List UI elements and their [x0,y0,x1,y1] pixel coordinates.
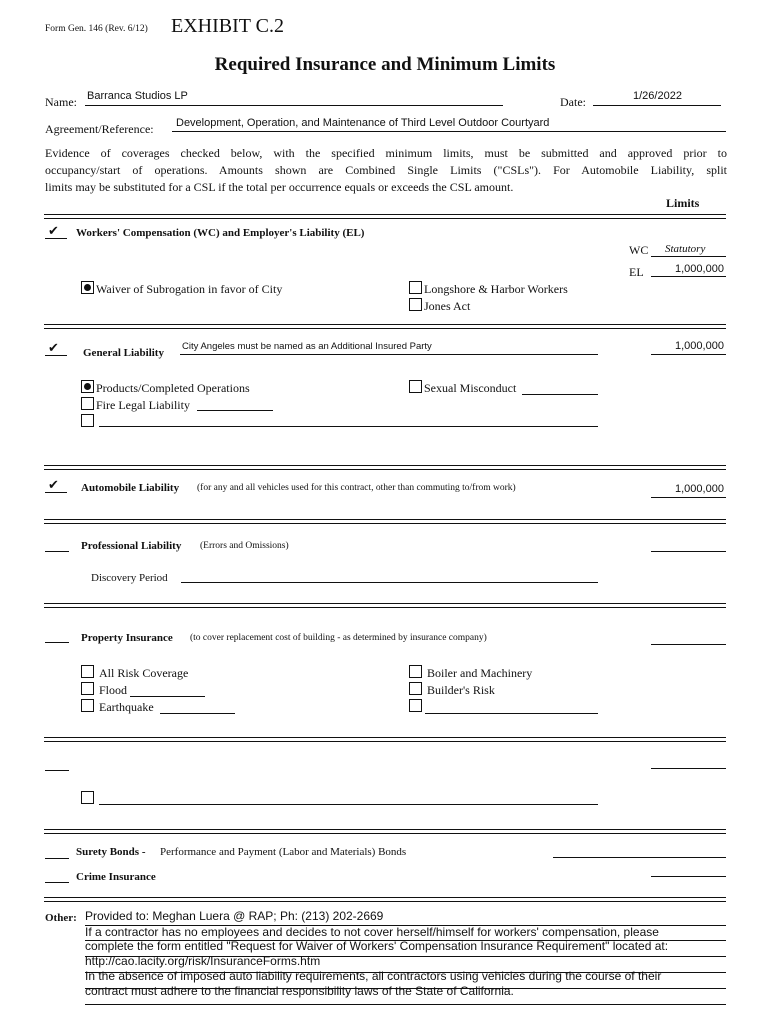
gl-limit[interactable]: 1,000,000 [675,340,724,352]
crime-title: Crime Insurance [76,871,156,883]
waiver-checkbox[interactable] [81,281,94,294]
gl-limit-line [651,354,726,355]
name-label: Name: [45,95,77,109]
discovery-line[interactable] [181,582,598,583]
fire-legal-label: Fire Legal Liability [96,398,190,412]
property-other-line[interactable] [425,713,598,714]
other-line: Provided to: Meghan Luera @ RAP; Ph: (213) 202-2669 [85,909,384,923]
property-desc: (to cover replacement cost of building - as determined by insurance company) [190,633,487,643]
gl-title: General Liability [83,347,164,359]
date-line [593,105,721,106]
other-line: contract must adhere to the financial responsibility laws of the State of California. [85,984,514,998]
wc-label: WC [629,243,649,257]
other-line: complete the form entitled "Request for Waiver of Workers' Compensation Insurance Requirement" located at: [85,939,669,953]
el-line [651,276,726,277]
wc-title: Workers' Compensation (WC) and Employer's Liability (EL) [76,227,365,239]
form-id: Form Gen. 146 (Rev. 6/12) [45,24,148,34]
jones-act-checkbox[interactable] [409,298,422,311]
limits-header: Limits [666,196,700,210]
fire-legal-checkbox[interactable] [81,397,94,410]
gl-note[interactable]: City Angeles must be named as an Additional Insured Party [182,341,432,352]
property-check-line[interactable] [45,642,69,643]
other-label: Other: [45,912,77,924]
section-divider [44,737,726,742]
auto-title: Automobile Liability [81,482,180,494]
earthquake-label: Earthquake [99,700,154,714]
blank-line[interactable] [99,804,598,805]
el-value[interactable]: 1,000,000 [675,263,724,275]
wc-line [651,256,726,257]
auto-limit[interactable]: 1,000,000 [675,483,724,495]
flood-checkbox[interactable] [81,682,94,695]
section-divider [44,324,726,329]
name-field[interactable]: Barranca Studios LP [87,90,188,102]
gl-checkmark[interactable]: ✔ [48,340,59,355]
other-rule [85,1004,726,1005]
other-line: In the absence of imposed auto liability requirements, all contractors using vehicles during the course of their [85,969,662,983]
section-divider [44,214,726,219]
earthquake-line[interactable] [160,713,235,714]
builders-risk-checkbox[interactable] [409,682,422,695]
blank-checkbox[interactable] [81,791,94,804]
sexual-misconduct-checkbox[interactable] [409,380,422,393]
auto-desc: (for any and all vehicles used for this contract, other than commuting to/from work) [197,483,516,493]
evidence-line-3: limits may be substituted for a CSL if the total per occurrence equals or exceeds the CSL amount. [45,180,514,194]
agreement-label: Agreement/Reference: [45,122,154,136]
sexual-misconduct-line[interactable] [522,394,598,395]
all-risk-checkbox[interactable] [81,665,94,678]
professional-desc: (Errors and Omissions) [200,541,289,551]
surety-limit-line[interactable] [553,857,726,858]
blank-check-line[interactable] [45,770,69,771]
page-title: Required Insurance and Minimum Limits [214,54,556,75]
boiler-label: Boiler and Machinery [427,666,533,680]
evidence-line-1: Evidence of coverages checked below, with the specified minimum limits, must be submitted and approved prior to [45,146,727,160]
gl-note-line [180,354,598,355]
agreement-field[interactable]: Development, Operation, and Maintenance of Third Level Outdoor Courtyard [176,117,550,129]
all-risk-label: All Risk Coverage [99,666,189,680]
property-title: Property Insurance [81,632,173,644]
auto-limit-line [651,497,726,498]
section-divider [44,603,726,608]
gl-other-checkbox[interactable] [81,414,94,427]
crime-limit-line[interactable] [651,876,726,877]
wc-value[interactable]: Statutory [665,243,706,255]
surety-desc: Performance and Payment (Labor and Materials) Bonds [160,846,407,858]
flood-label: Flood [99,683,128,697]
products-label: Products/Completed Operations [96,381,250,395]
blank-limit-line[interactable] [651,768,726,769]
section-divider [44,465,726,470]
name-line [85,105,503,106]
waiver-label: Waiver of Subrogation in favor of City [96,282,283,296]
discovery-label: Discovery Period [91,572,168,584]
surety-title: Surety Bonds - [76,846,146,858]
property-limit-line[interactable] [651,644,726,645]
fire-legal-line[interactable] [197,410,273,411]
flood-line[interactable] [130,696,205,697]
auto-checkmark[interactable]: ✔ [48,477,59,492]
wc-checkmark[interactable]: ✔ [48,223,59,238]
surety-check-line[interactable] [45,858,69,859]
gl-other-line[interactable] [99,426,598,427]
jones-act-label: Jones Act [424,299,471,313]
el-label: EL [629,265,644,279]
professional-title: Professional Liability [81,540,182,552]
other-line: If a contractor has no employees and decides to not cover herself/himself for workers' compensation, please [85,925,659,939]
builders-risk-label: Builder's Risk [427,683,495,697]
agreement-line [172,131,726,132]
date-field[interactable]: 1/26/2022 [633,90,682,102]
crime-check-line[interactable] [45,882,69,883]
date-label: Date: [560,95,586,109]
section-divider [44,829,726,834]
exhibit-label: EXHIBIT C.2 [171,15,284,37]
sexual-misconduct-label: Sexual Misconduct [424,381,517,395]
earthquake-checkbox[interactable] [81,699,94,712]
property-other-checkbox[interactable] [409,699,422,712]
longshore-checkbox[interactable] [409,281,422,294]
boiler-checkbox[interactable] [409,665,422,678]
professional-limit-line[interactable] [651,551,726,552]
longshore-label: Longshore & Harbor Workers [424,282,568,296]
other-line: http://cao.lacity.org/risk/InsuranceForms.htm [85,954,321,968]
section-divider [44,519,726,524]
products-checkbox[interactable] [81,380,94,393]
section-divider [44,897,726,902]
evidence-line-2: occupancy/start of operations. Amounts shown are Combined Single Limits ("CSLs"). For Automobile Liability, split [45,163,727,177]
professional-check-line[interactable] [45,551,69,552]
